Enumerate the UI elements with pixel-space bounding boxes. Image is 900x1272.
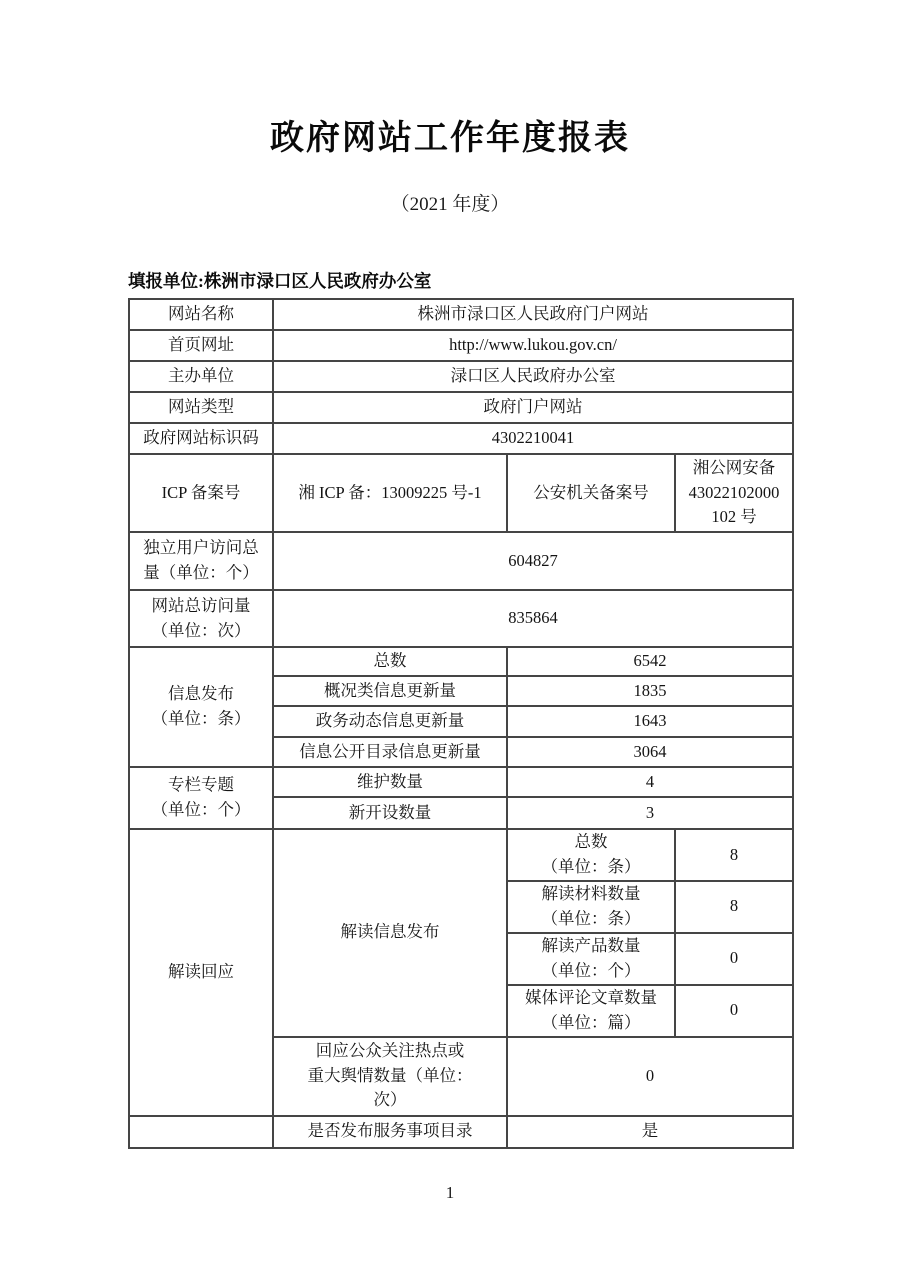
unique-visitors-value: 604827 <box>273 532 793 590</box>
table-row <box>129 361 793 392</box>
site-name-value: 株洲市渌口区人民政府门户网站 <box>273 299 793 330</box>
report-table <box>128 298 794 1149</box>
table-row <box>129 532 793 590</box>
special-columns-new-value: 3 <box>507 797 793 829</box>
table-row <box>129 829 793 881</box>
table-row <box>129 423 793 454</box>
interpretation-media-value: 0 <box>675 985 793 1037</box>
info-publish-overview-value: 1835 <box>507 676 793 706</box>
special-columns-maintain-label: 维护数量 <box>273 767 507 797</box>
icp-label: ICP 备案号 <box>129 454 273 532</box>
service-catalog-label: 是否发布服务事项目录 <box>273 1116 507 1148</box>
table-row <box>129 647 793 676</box>
info-publish-dynamics-value: 1643 <box>507 706 793 737</box>
info-publish-dynamics-label: 政务动态信息更新量 <box>273 706 507 737</box>
info-publish-total-label: 总数 <box>273 647 507 676</box>
special-columns-maintain-value: 4 <box>507 767 793 797</box>
interpretation-media-label: 媒体评论文章数量 （单位：篇） <box>507 985 675 1037</box>
interpretation-product-label: 解读产品数量 （单位：个） <box>507 933 675 985</box>
table-row <box>129 767 793 797</box>
site-type-value: 政府门户网站 <box>273 392 793 423</box>
organizer-value: 渌口区人民政府办公室 <box>273 361 793 392</box>
interpretation-total-value: 8 <box>675 829 793 881</box>
interpretation-product-value: 0 <box>675 933 793 985</box>
total-visits-label: 网站总访问量 （单位：次） <box>129 590 273 647</box>
table-row <box>129 392 793 423</box>
page-number: 1 <box>445 1183 455 1202</box>
police-record-value: 湘公网安备 43022102000 102 号 <box>675 454 793 532</box>
police-record-label: 公安机关备案号 <box>507 454 675 532</box>
reporting-unit: 填报单位:株洲市渌口区人民政府办公室 <box>128 271 432 291</box>
home-url-label: 首页网址 <box>129 330 273 361</box>
table-row <box>129 454 793 532</box>
site-code-value: 4302210041 <box>273 423 793 454</box>
interpretation-material-value: 8 <box>675 881 793 933</box>
unique-visitors-label: 独立用户访问总 量（单位：个） <box>129 532 273 590</box>
special-columns-new-label: 新开设数量 <box>273 797 507 829</box>
info-publish-overview-label: 概况类信息更新量 <box>273 676 507 706</box>
site-code-label: 政府网站标识码 <box>129 423 273 454</box>
service-catalog-value: 是 <box>507 1116 793 1148</box>
interpretation-total-label: 总数 （单位：条） <box>507 829 675 881</box>
home-url-value: http://www.lukou.gov.cn/ <box>273 330 793 361</box>
interpretation-group-label: 解读回应 <box>129 829 273 1116</box>
table-row <box>129 299 793 330</box>
info-publish-catalog-value: 3064 <box>507 737 793 767</box>
page-title: 政府网站工作年度报表 <box>270 119 630 157</box>
interpretation-publish-label: 解读信息发布 <box>273 829 507 1037</box>
page-subtitle: （2021 年度） <box>390 194 510 215</box>
interpretation-material-label: 解读材料数量 （单位：条） <box>507 881 675 933</box>
table-row <box>129 1116 793 1148</box>
hotspot-response-label: 回应公众关注热点或 重大舆情数量（单位： 次） <box>273 1037 507 1116</box>
info-publish-group-label: 信息发布 （单位：条） <box>129 647 273 767</box>
hotspot-response-value: 0 <box>507 1037 793 1116</box>
total-visits-value: 835864 <box>273 590 793 647</box>
organizer-label: 主办单位 <box>129 361 273 392</box>
empty-cell <box>129 1116 273 1148</box>
table-row <box>129 590 793 647</box>
special-columns-group-label: 专栏专题 （单位：个） <box>129 767 273 829</box>
icp-value: 湘 ICP 备：13009225 号-1 <box>273 454 507 532</box>
info-publish-catalog-label: 信息公开目录信息更新量 <box>273 737 507 767</box>
info-publish-total-value: 6542 <box>507 647 793 676</box>
site-type-label: 网站类型 <box>129 392 273 423</box>
table-row <box>129 330 793 361</box>
site-name-label: 网站名称 <box>129 299 273 330</box>
